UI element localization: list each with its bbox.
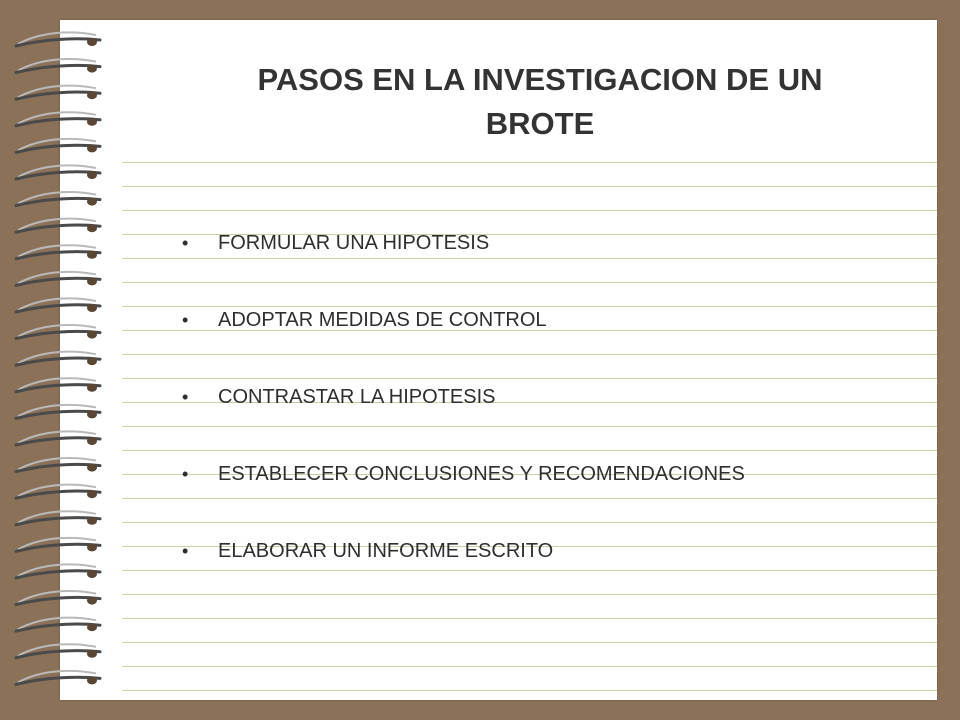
spiral-coil-icon [16,219,100,233]
spiral-coil-icon [16,272,100,286]
spiral-coil-icon [16,485,100,499]
notebook-page [60,20,937,700]
spiral-coil-icon [16,671,100,685]
spiral-coil-icon [16,618,100,632]
spiral-coil-icon [16,511,100,525]
spiral-coil-icon [16,378,100,392]
rule-line [122,498,937,499]
slide-title: PASOS EN LA INVESTIGACION DE UN BROTE [257,62,823,141]
spiral-coil-icon [16,298,100,312]
rule-line [122,186,937,187]
list-item [182,459,745,489]
spiral-coil-icon [16,538,100,552]
rule-line [122,642,937,643]
bullet-icon: • [182,386,189,407]
bullet-icon: • [182,463,189,484]
rule-line [122,522,937,523]
bullet-icon: • [182,232,189,253]
spiral-coil-icon [16,245,100,259]
rule-line [122,378,937,379]
rule-line [122,354,937,355]
spiral-coil-icon [16,112,100,126]
list-item-text: CONTRASTAR LA HIPOTESIS [218,385,496,408]
spiral-coil-icon [16,591,100,605]
spiral-coil-icon [16,458,100,472]
spiral-coil-icon [16,644,100,658]
rule-line [122,666,937,667]
rule-line [122,210,937,211]
list-item-text: ELABORAR UN INFORME ESCRITO [218,539,554,562]
spiral-coil-icon [16,431,100,445]
list-item [182,382,495,412]
rule-line [122,282,937,283]
spiral-coil-icon [16,325,100,339]
rule-line [122,450,937,451]
bullet-icon: • [182,540,189,561]
list-item [182,228,489,258]
spiral-coil-icon [16,564,100,578]
spiral-coil-icon [16,59,100,73]
spiral-coil-icon [16,139,100,153]
spiral-coil-icon [16,352,100,366]
list-item [182,536,553,566]
rule-line [122,594,937,595]
spiral-coil-icon [16,405,100,419]
spiral-coil-icon [16,192,100,206]
list-item-text: ESTABLECER CONCLUSIONES Y RECOMENDACIONES [218,462,745,485]
rule-line [122,690,937,691]
spiral-coil-icon [16,86,100,100]
list-item-text: FORMULAR UNA HIPOTESIS [218,231,490,254]
rule-line [122,258,937,259]
bullet-icon: • [182,309,189,330]
rule-line [122,162,937,163]
spiral-binding-icon [0,0,130,720]
list-item-text: ADOPTAR MEDIDAS DE CONTROL [218,308,547,331]
rule-line [122,426,937,427]
rule-line [122,570,937,571]
rule-line [122,618,937,619]
list-item [182,305,547,335]
spiral-coil-icon [16,32,100,46]
spiral-coil-icon [16,165,100,179]
